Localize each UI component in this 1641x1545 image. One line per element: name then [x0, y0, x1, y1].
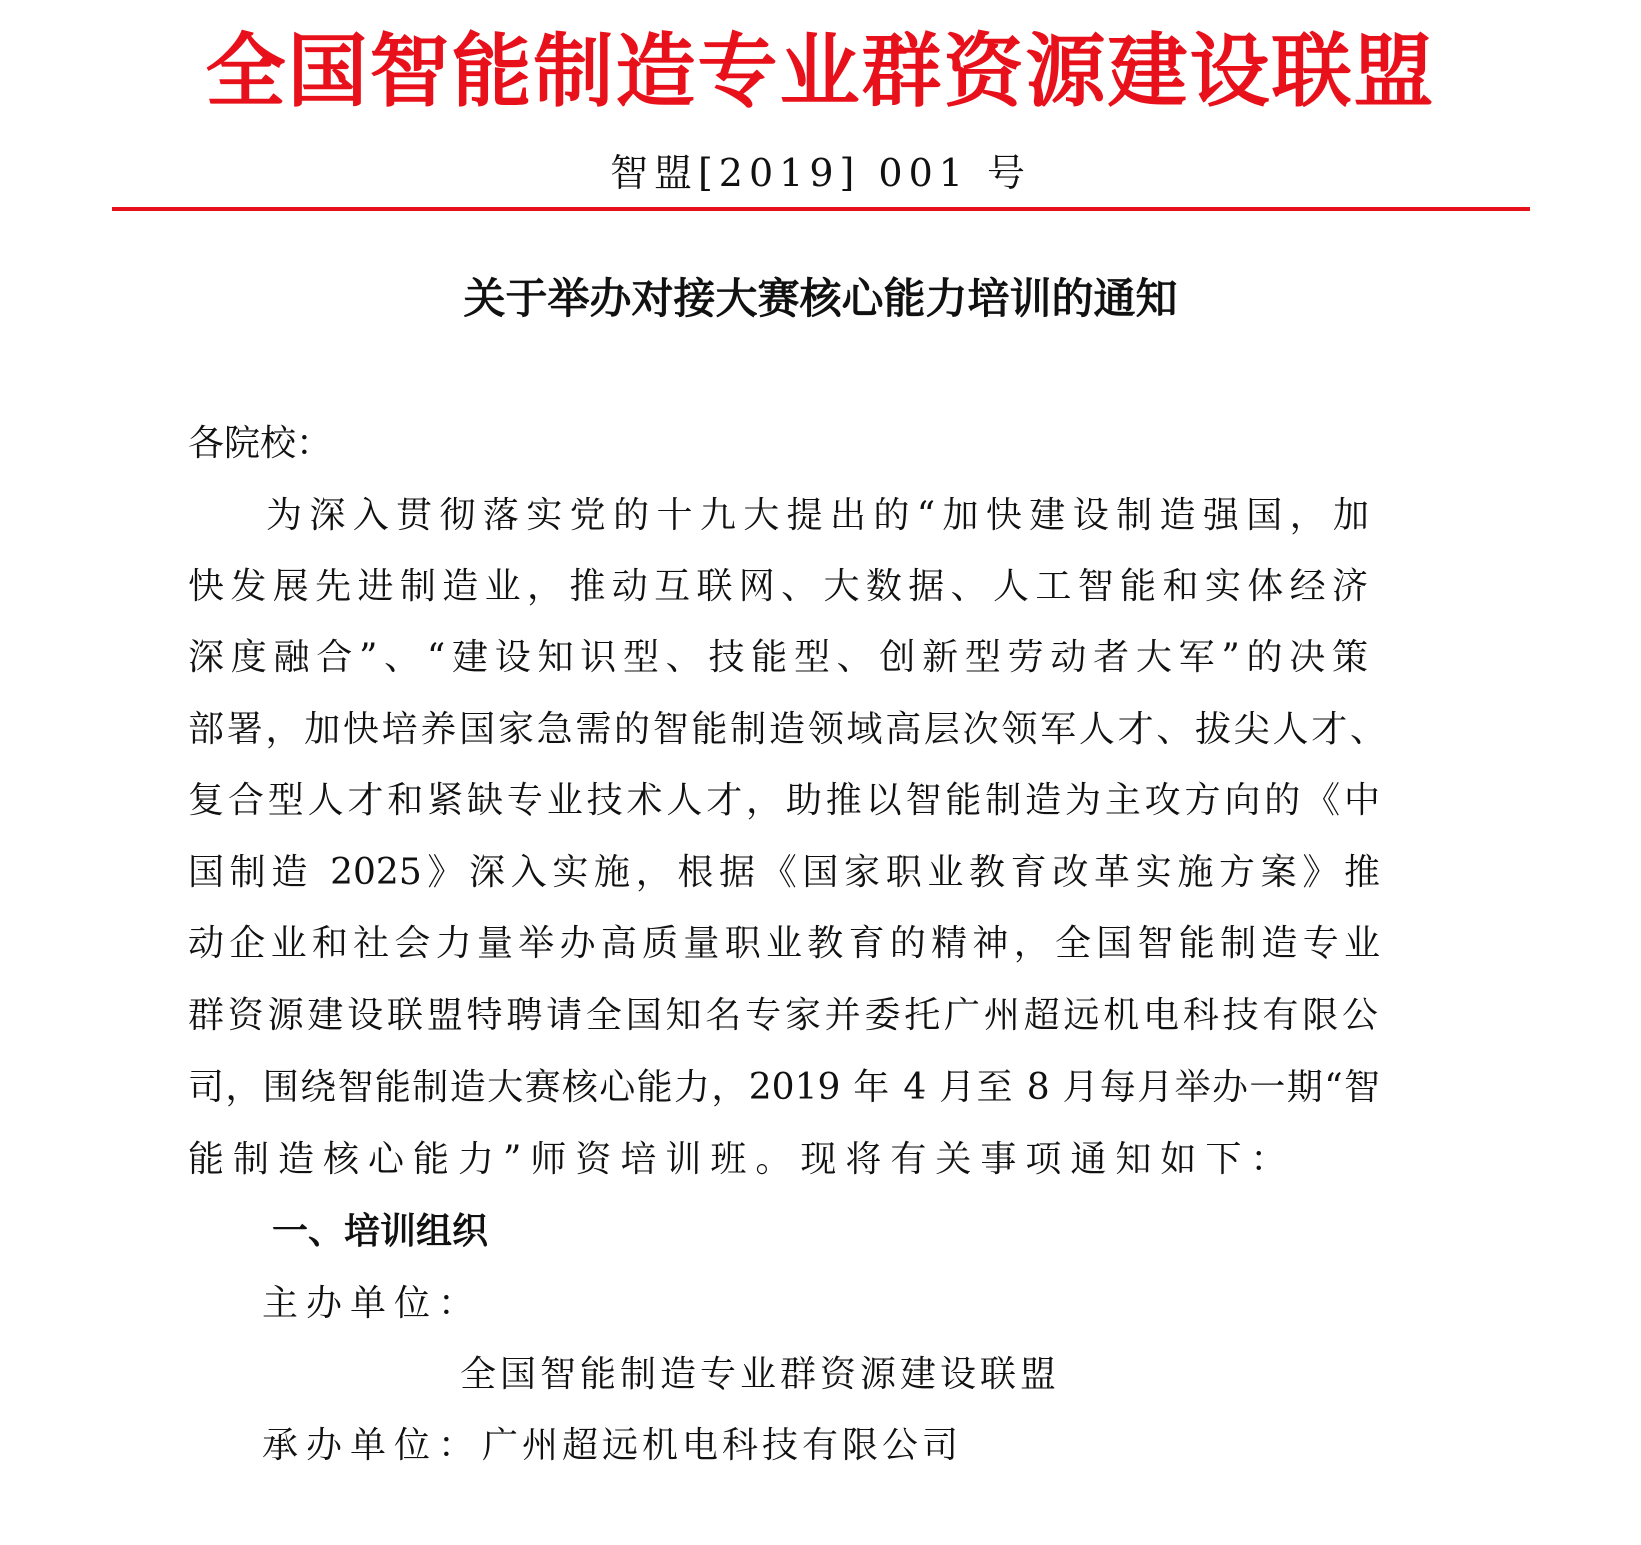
body-line: 国制造 2025》深入实施，根据《国家职业教育改革实施方案》推: [188, 852, 1380, 893]
section-heading: 一、培训组织: [272, 1211, 489, 1252]
body-line: 司，围绕智能制造大赛核心能力，2019 年 4 月至 8 月每月举办一期“智: [188, 1067, 1380, 1108]
host-value: 全国智能制造专业群资源建设联盟: [460, 1354, 1061, 1395]
body-line: 深度融合”、“建设知识型、技能型、创新型劳动者大军”的决策: [188, 637, 1368, 678]
red-divider: [112, 207, 1530, 211]
body-line: 复合型人才和紧缺专业技术人才，助推以智能制造为主攻方向的《中: [188, 780, 1380, 821]
body-line: 动企业和社会力量举办高质量职业教育的精神，全国智能制造专业: [188, 923, 1380, 964]
organizer-row: [262, 1422, 962, 1470]
host-label: 主办单位：: [262, 1283, 483, 1324]
body-line: 为深入贯彻落实党的十九大提出的“加快建设制造强国，加: [266, 495, 1369, 536]
organizer-label: 承办单位：: [262, 1425, 483, 1466]
body-line: 群资源建设联盟特聘请全国知名专家并委托广州超远机电科技有限公: [188, 995, 1378, 1036]
body-line: 部署，加快培养国家急需的智能制造领域高层次领军人才、拔尖人才、: [188, 709, 1386, 750]
notice-title: 关于举办对接大赛核心能力培训的通知: [463, 274, 1178, 323]
salutation: 各院校：: [188, 423, 333, 464]
organizer-value: 广州超远机电科技有限公司: [482, 1425, 963, 1466]
body-line: 快发展先进制造业，推动互联网、大数据、人工智能和实体经济: [188, 566, 1368, 607]
organization-letterhead: 全国智能制造专业群资源建设联盟: [205, 25, 1436, 118]
body-line: 能制造核心能力”师资培训班。现将有关事项通知如下：: [188, 1139, 1296, 1180]
document-number: 智盟[2019] 001 号: [609, 151, 1032, 195]
